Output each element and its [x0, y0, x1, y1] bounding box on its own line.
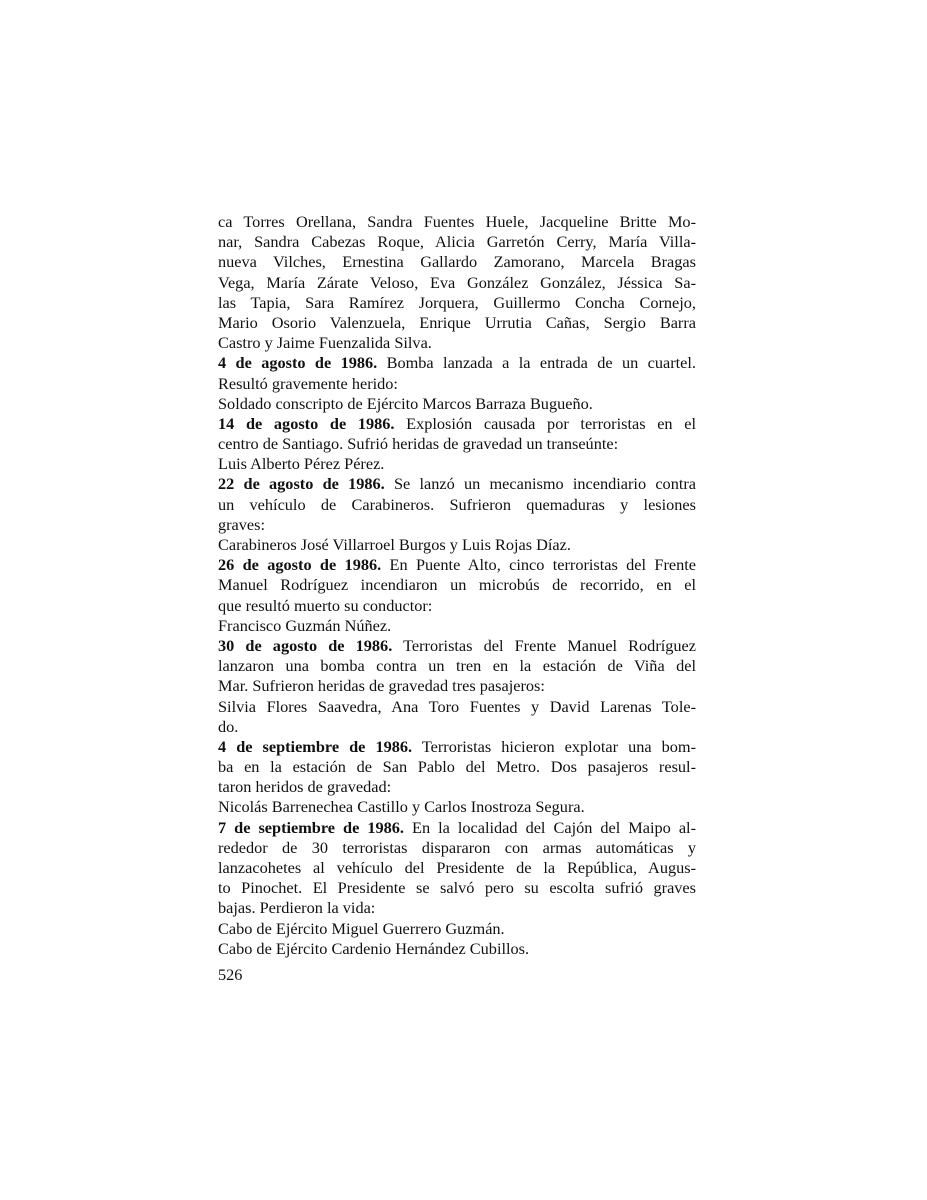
text-line: ba en la estación de San Pablo del Metro. Dos pasajeros resul-	[218, 757, 696, 777]
text-line: Nicolás Barrenechea Castillo y Carlos Inostroza Segura.	[218, 797, 585, 817]
entry-date: 4 de agosto de 1986.	[218, 353, 378, 373]
text-line: centro de Santiago. Sufrió heridas de gravedad un transeúnte:	[218, 434, 619, 454]
text-line: bajas. Perdieron la vida:	[218, 898, 376, 918]
entry-text: Bomba lanzada a la entrada de un cuartel.	[377, 353, 697, 373]
entry-date: 30 de agosto de 1986.	[218, 635, 393, 655]
entry-text: Terroristas del Frente Manuel Rodríguez	[392, 635, 697, 655]
text-line: Mario Osorio Valenzuela, Enrique Urrutia Cañas, Sergio Barra	[218, 312, 696, 332]
entry-first-line	[218, 636, 696, 656]
text-line: ca Torres Orellana, Sandra Fuentes Huele, Jacqueline Britte Mo-	[218, 212, 696, 231]
text-line: Luis Alberto Pérez Pérez.	[218, 454, 385, 474]
text-line: taron heridos de gravedad:	[218, 777, 392, 797]
text-line: Soldado conscripto de Ejército Marcos Barraza Bugueño.	[218, 393, 593, 413]
text-line: Carabineros José Villarroel Burgos y Luis Rojas Díaz.	[218, 535, 571, 554]
text-line: lanzaron una bomba contra un tren en la estación de Viña del	[218, 656, 696, 676]
text-line: do.	[218, 716, 239, 736]
entry-first-line	[218, 555, 696, 575]
page-body	[218, 212, 696, 959]
entry-first-line	[218, 474, 696, 494]
text-line: Silvia Flores Saavedra, Ana Toro Fuentes y David Larenas Tole-	[218, 696, 696, 716]
entry-text: En Puente Alto, cinco terroristas del Frente	[381, 555, 697, 575]
text-line: nar, Sandra Cabezas Roque, Alicia Garretón Cerry, María Villa-	[218, 232, 696, 252]
text-line: que resultó muerto su conductor:	[218, 595, 433, 615]
text-line: un vehículo de Carabineros. Sufrieron quemaduras y lesiones	[218, 494, 696, 514]
entry-date: 4 de septiembre de 1986.	[218, 736, 413, 756]
text-line: rededor de 30 terroristas dispararon con armas automáticas y	[218, 837, 696, 857]
entry-first-line	[218, 353, 696, 373]
entry-first-line	[218, 414, 696, 434]
entry-date: 7 de septiembre de 1986.	[218, 817, 404, 837]
entry-text: En la localidad del Cajón del Maipo al-	[403, 817, 696, 837]
text-line: Cabo de Ejército Miguel Guerrero Guzmán.	[218, 918, 505, 938]
text-line: Resultó gravemente herido:	[218, 373, 398, 393]
text-line: las Tapia, Sara Ramírez Jorquera, Guillermo Concha Cornejo,	[218, 292, 696, 312]
entry-text: Se lanzó un mecanismo incendiario contra	[384, 474, 697, 494]
text-line: Manuel Rodríguez incendiaron un microbús de recorrido, en el	[218, 575, 696, 595]
entry-first-line	[218, 818, 696, 838]
text-line: Francisco Guzmán Núñez.	[218, 615, 392, 635]
entry-date: 22 de agosto de 1986.	[218, 474, 385, 494]
entry-first-line	[218, 737, 696, 757]
text-line: Cabo de Ejército Cardenio Hernández Cubillos.	[218, 938, 530, 958]
text-line: lanzacohetes al vehículo del Presidente de la República, Augus-	[218, 858, 696, 877]
entry-date: 14 de agosto de 1986.	[218, 413, 395, 433]
text-line: Mar. Sufrieron heridas de gravedad tres pasajeros:	[218, 676, 545, 696]
entry-date: 26 de agosto de 1986.	[218, 555, 382, 575]
text-line: graves:	[218, 514, 266, 534]
page-number: 526	[218, 965, 243, 984]
text-line: Vega, María Zárate Veloso, Eva González González, Jéssica Sa-	[218, 272, 696, 292]
entry-text: Terroristas hicieron explotar una bom-	[412, 736, 696, 756]
text-line: Castro y Jaime Fuenzalida Silva.	[218, 333, 432, 353]
text-line: nueva Vilches, Ernestina Gallardo Zamorano, Marcela Bragas	[218, 252, 696, 272]
text-line: to Pinochet. El Presidente se salvó pero su escolta sufrió graves	[218, 878, 696, 898]
entry-text: Explosión causada por terroristas en el	[394, 413, 696, 433]
